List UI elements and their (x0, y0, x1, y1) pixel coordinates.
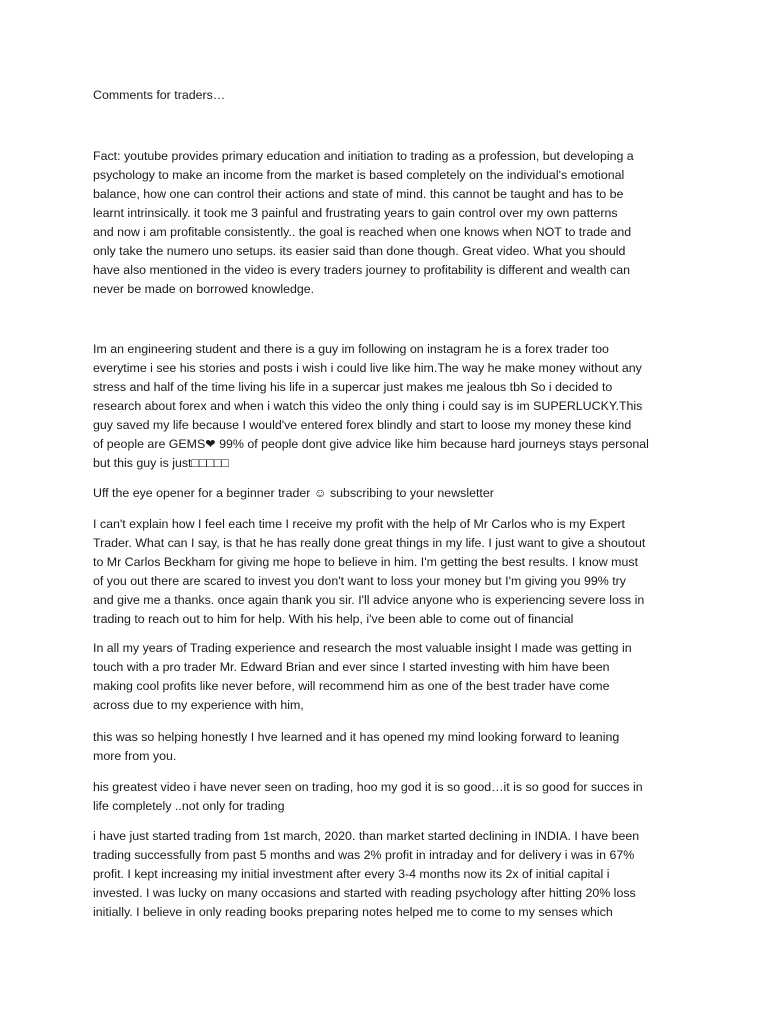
comment-paragraph: his greatest video i have never seen on trading, hoo my god it is so good…it is so good for succes in life completely ..not only for trading (93, 780, 643, 813)
comment-paragraph: Uff the eye opener for a beginner trader ☺ subscribing to your newsletter (93, 486, 494, 500)
comment-paragraph: i have just started trading from 1st march, 2020. than market started declining in INDIA. I have been trading successfully from past 5 months and was 2% profit in intraday and for delivery i was in 67% profit. I kept increasing my initial investment after every 3-4 months now its 2x of initial capital i invested. I was lucky on many occasions and started with reading psychology after hitting 20% loss initially. I believe in only reading books preparing notes helped me to come to my senses which (93, 829, 640, 919)
comment-paragraph: Fact: youtube provides primary education and initiation to trading as a profession, but developing a psychology to make an income from the market is based completely on the individual's emotional balance, how one can control their actions and state of mind. this cannot be taught and has to be learnt intrinsically. it took me 3 painful and frustrating years to gain control over my own patterns and now i am profitable consistently.. the goal is reached when one knows when NOT to trade and only take the numero uno setups. its easier said than done though. Great video. What you should have also mentioned in the video is every traders journey to profitability is different and wealth can never be made on borrowed knowledge. (93, 149, 634, 296)
comment-paragraph: this was so helping honestly I hve learned and it has opened my mind looking forward to leaning more from you. (93, 730, 620, 763)
comment-paragraph: In all my years of Trading experience and research the most valuable insight I made was getting in touch with a pro trader Mr. Edward Brian and ever since I started investing with him have been making cool profits like never before, will recommend him as one of the best trader have come across due to my experience with him, (93, 641, 632, 712)
comment-paragraph: I can't explain how I feel each time I receive my profit with the help of Mr Carlos who is my Expert Trader. What can I say, is that he has really done great things in my life. I just want to give a shoutout to Mr Carlos Beckham for giving me hope to believe in him. I'm getting the best results. I know must of you out there are scared to invest you don't want to loss your money but I'm giving you 99% try and give me a thanks. once again thank you sir. I'll advice anyone who is experiencing severe loss in trading to reach out to him for help. With his help, i've been able to come out of financial (93, 517, 646, 626)
document-title: Comments for traders… (93, 88, 226, 102)
comment-paragraph: Im an engineering student and there is a guy im following on instagram he is a forex trader too everytime i see his stories and posts i wish i could live like him.The way he make money without any stress and half of the time living his life in a supercar just makes me jealous tbh So i decided to research about forex and when i watch this video the only thing i could say is im SUPERLUCKY.This guy saved my life because I would've entered forex blindly and start to loose my money these kind of people are GEMS❤ 99% of people dont give advice like him because hard journeys stays personal but this guy is just□□□□□ (93, 342, 649, 470)
